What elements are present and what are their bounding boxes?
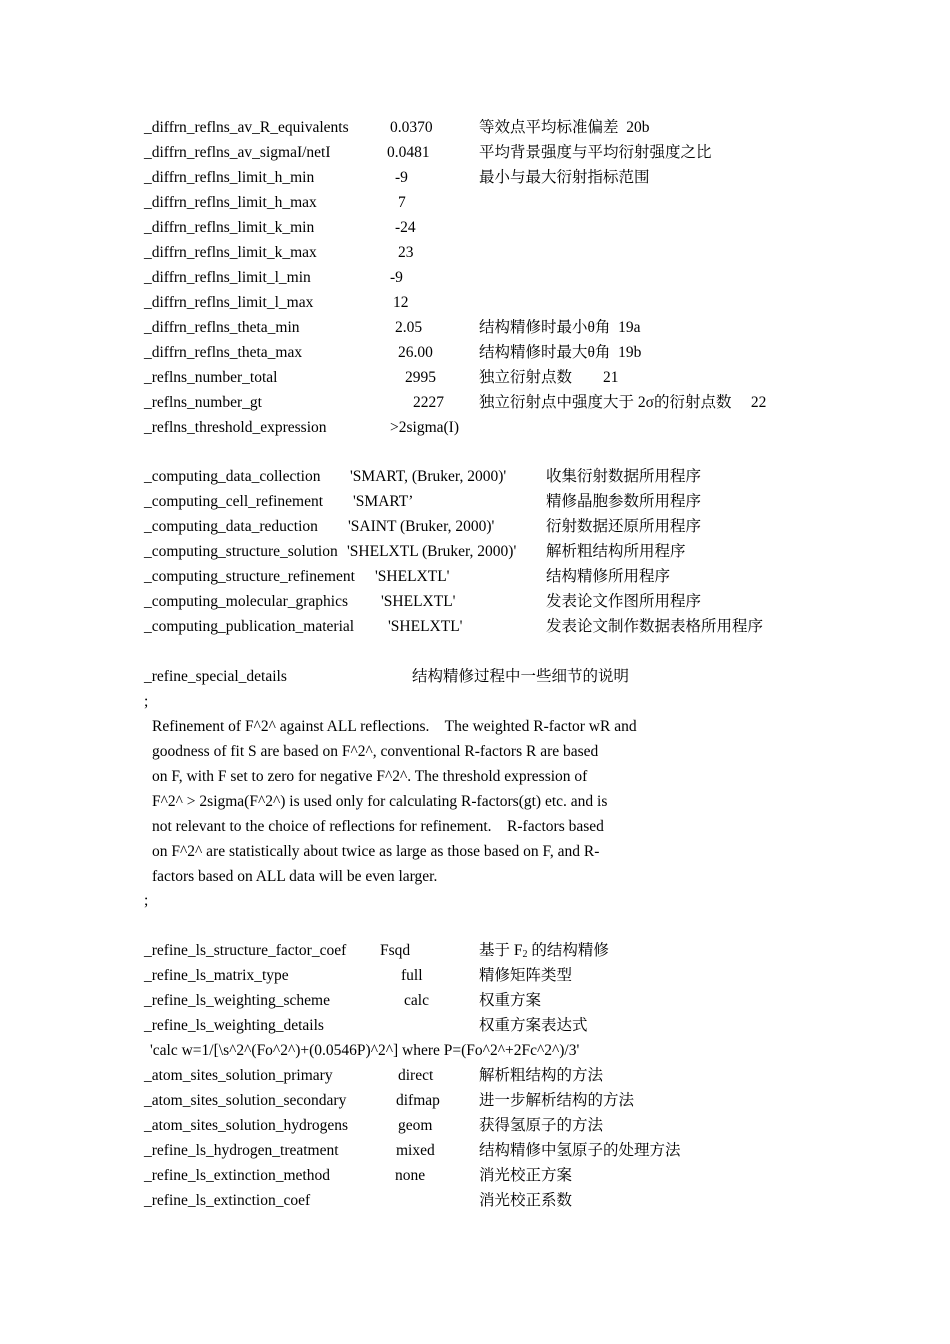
cif-key: _diffrn_reflns_limit_k_min <box>144 219 315 236</box>
cif-row <box>0 294 950 319</box>
cif-key: _diffrn_reflns_limit_h_min <box>144 169 315 186</box>
cif-value: mixed <box>396 1142 435 1159</box>
cif-row <box>0 369 950 394</box>
cif-value: 'SAINT (Bruker, 2000)' <box>348 518 495 535</box>
cif-key: _computing_publication_material <box>144 618 355 635</box>
cif-key: _refine_ls_extinction_method <box>144 1167 330 1184</box>
cif-row <box>0 169 950 194</box>
cif-row <box>0 518 950 543</box>
paragraph-line: on F, with F set to zero for negative F^2^. The threshold expression of <box>152 768 588 785</box>
cif-row <box>0 543 950 568</box>
cif-row <box>0 419 950 444</box>
cif-note: 精修矩阵类型 <box>479 967 573 984</box>
cif-row <box>0 1117 950 1142</box>
cif-value: >2sigma(I) <box>390 419 460 436</box>
cif-note: 独立衍射点数 21 <box>479 369 619 386</box>
cif-row <box>0 344 950 369</box>
cif-key: _diffrn_reflns_av_R_equivalents <box>144 119 349 136</box>
subscript: 2 <box>522 949 528 960</box>
cif-key: _atom_sites_solution_primary <box>144 1067 333 1084</box>
cif-value: calc <box>404 992 429 1009</box>
cif-note: 发表论文作图所用程序 <box>546 593 702 610</box>
cif-note: 解析粗结构所用程序 <box>546 543 686 560</box>
cif-key: _diffrn_reflns_theta_max <box>144 344 303 361</box>
paragraph-line: F^2^ > 2sigma(F^2^) is used only for calculating R-factors(gt) etc. and is <box>152 793 608 810</box>
cif-key: _diffrn_reflns_limit_k_max <box>144 244 317 261</box>
cif-value: -24 <box>395 219 416 236</box>
cif-value: geom <box>398 1117 433 1134</box>
paragraph-line: goodness of fit S are based on F^2^, conventional R-factors R are based <box>152 743 599 760</box>
cif-key: _computing_structure_solution <box>144 543 338 560</box>
paragraph-line: on F^2^ are statistically about twice as large as those based on F, and R- <box>152 843 600 860</box>
cif-row <box>0 269 950 294</box>
cif-value: -9 <box>395 169 408 186</box>
cif-key: _reflns_number_total <box>144 369 278 386</box>
cif-row <box>0 568 950 593</box>
cif-row <box>0 1092 950 1117</box>
cif-key: _computing_cell_refinement <box>144 493 324 510</box>
cif-row <box>0 394 950 419</box>
cif-note: 消光校正方案 <box>479 1167 573 1184</box>
cif-row <box>0 1167 950 1192</box>
cif-value: 'SHELXTL' <box>388 618 463 635</box>
cif-value: 'SMART’ <box>353 493 414 510</box>
cif-value: 2995 <box>405 369 436 386</box>
cif-key: _refine_ls_structure_factor_coef <box>144 942 347 959</box>
cif-row <box>0 1067 950 1092</box>
cif-note: 解析粗结构的方法 <box>479 1067 604 1084</box>
paragraph-line: factors based on ALL data will be even larger. <box>152 868 438 885</box>
cif-key: _computing_structure_refinement <box>144 568 355 585</box>
cif-note: 权重方案 <box>479 992 542 1009</box>
cif-key: _diffrn_reflns_limit_h_max <box>144 194 317 211</box>
cif-row <box>0 319 950 344</box>
cif-value: direct <box>398 1067 434 1084</box>
paragraph-line: not relevant to the choice of reflections for refinement. R-factors based <box>152 818 604 835</box>
cif-row <box>0 1142 950 1167</box>
cif-note: 发表论文制作数据表格所用程序 <box>546 618 764 635</box>
cif-value: 26.00 <box>398 344 433 361</box>
cif-note: 结构精修时最大θ角 19b <box>479 344 642 361</box>
text-field-delimiter: ; <box>144 892 149 909</box>
cif-value: 12 <box>393 294 409 311</box>
cif-value: 'SMART, (Bruker, 2000)' <box>350 468 507 485</box>
cif-value: full <box>401 967 423 984</box>
cif-note: 结构精修所用程序 <box>546 568 671 585</box>
cif-row <box>0 942 950 967</box>
text-field-delimiter: ; <box>144 693 149 710</box>
paragraph-line: Refinement of F^2^ against ALL reflections. The weighted R-factor wR and <box>152 718 637 735</box>
cif-note: 结构精修时最小θ角 19a <box>479 319 641 336</box>
cif-value: none <box>395 1167 426 1184</box>
cif-value: 0.0481 <box>387 144 430 161</box>
weighting-formula: 'calc w=1/[\s^2^(Fo^2^)+(0.0546P)^2^] where P=(Fo^2^+2Fc^2^)/3' <box>150 1042 580 1059</box>
cif-row <box>0 244 950 269</box>
cif-key: _refine_special_details <box>144 668 287 685</box>
cif-note: 结构精修中氢原子的处理方法 <box>479 1142 681 1159</box>
cif-value: 'SHELXTL' <box>381 593 456 610</box>
cif-key: _atom_sites_solution_hydrogens <box>144 1117 349 1134</box>
cif-row <box>0 468 950 493</box>
cif-note: 衍射数据还原所用程序 <box>546 518 702 535</box>
cif-value: 'SHELXTL' <box>375 568 450 585</box>
cif-key: _refine_ls_extinction_coef <box>144 1192 311 1209</box>
cif-row <box>0 1017 950 1042</box>
note-text: 基于 F <box>479 942 523 959</box>
cif-key: _refine_ls_weighting_details <box>144 1017 324 1034</box>
cif-key: _computing_molecular_graphics <box>144 593 349 610</box>
note-text: 的结构精修 <box>527 942 609 959</box>
cif-value: 23 <box>398 244 414 261</box>
cif-key: _computing_data_reduction <box>144 518 318 535</box>
cif-value: 2.05 <box>395 319 423 336</box>
cif-key: _reflns_threshold_expression <box>144 419 327 436</box>
cif-note: 结构精修过程中一些细节的说明 <box>412 668 630 685</box>
cif-value: Fsqd <box>380 942 411 959</box>
cif-row <box>0 618 950 643</box>
cif-key: _atom_sites_solution_secondary <box>144 1092 347 1109</box>
cif-value: -9 <box>390 269 403 286</box>
cif-key: _computing_data_collection <box>144 468 321 485</box>
cif-note <box>479 942 609 964</box>
cif-row <box>0 493 950 518</box>
cif-row <box>0 593 950 618</box>
cif-note: 权重方案表达式 <box>479 1017 588 1034</box>
cif-note: 精修晶胞参数所用程序 <box>546 493 702 510</box>
cif-value: 7 <box>398 194 406 211</box>
cif-value: difmap <box>396 1092 440 1109</box>
cif-value: 'SHELXTL (Bruker, 2000)' <box>347 543 517 560</box>
cif-key: _refine_ls_weighting_scheme <box>144 992 330 1009</box>
cif-note: 独立衍射点中强度大于 2σ的衍射点数 22 <box>479 394 767 411</box>
cif-note: 最小与最大衍射指标范围 <box>479 169 650 186</box>
cif-note: 等效点平均标准偏差 20b <box>479 119 650 136</box>
cif-row <box>0 668 950 693</box>
cif-row <box>0 194 950 219</box>
cif-key: _diffrn_reflns_av_sigmaI/netI <box>144 144 331 161</box>
cif-key: _diffrn_reflns_theta_min <box>144 319 300 336</box>
cif-row <box>0 144 950 169</box>
cif-key: _refine_ls_hydrogen_treatment <box>144 1142 339 1159</box>
cif-note: 获得氢原子的方法 <box>479 1117 604 1134</box>
cif-note: 消光校正系数 <box>479 1192 573 1209</box>
cif-row <box>0 1192 950 1217</box>
cif-key: _diffrn_reflns_limit_l_max <box>144 294 314 311</box>
cif-key: _refine_ls_matrix_type <box>144 967 289 984</box>
cif-value: 0.0370 <box>390 119 433 136</box>
cif-note: 平均背景强度与平均衍射强度之比 <box>479 144 712 161</box>
cif-key: _reflns_number_gt <box>144 394 262 411</box>
cif-row <box>0 219 950 244</box>
cif-value: 2227 <box>413 394 444 411</box>
cif-key: _diffrn_reflns_limit_l_min <box>144 269 311 286</box>
cif-row <box>0 992 950 1017</box>
cif-note: 收集衍射数据所用程序 <box>546 468 702 485</box>
cif-note: 进一步解析结构的方法 <box>479 1092 635 1109</box>
cif-row <box>0 967 950 992</box>
cif-row <box>0 119 950 144</box>
